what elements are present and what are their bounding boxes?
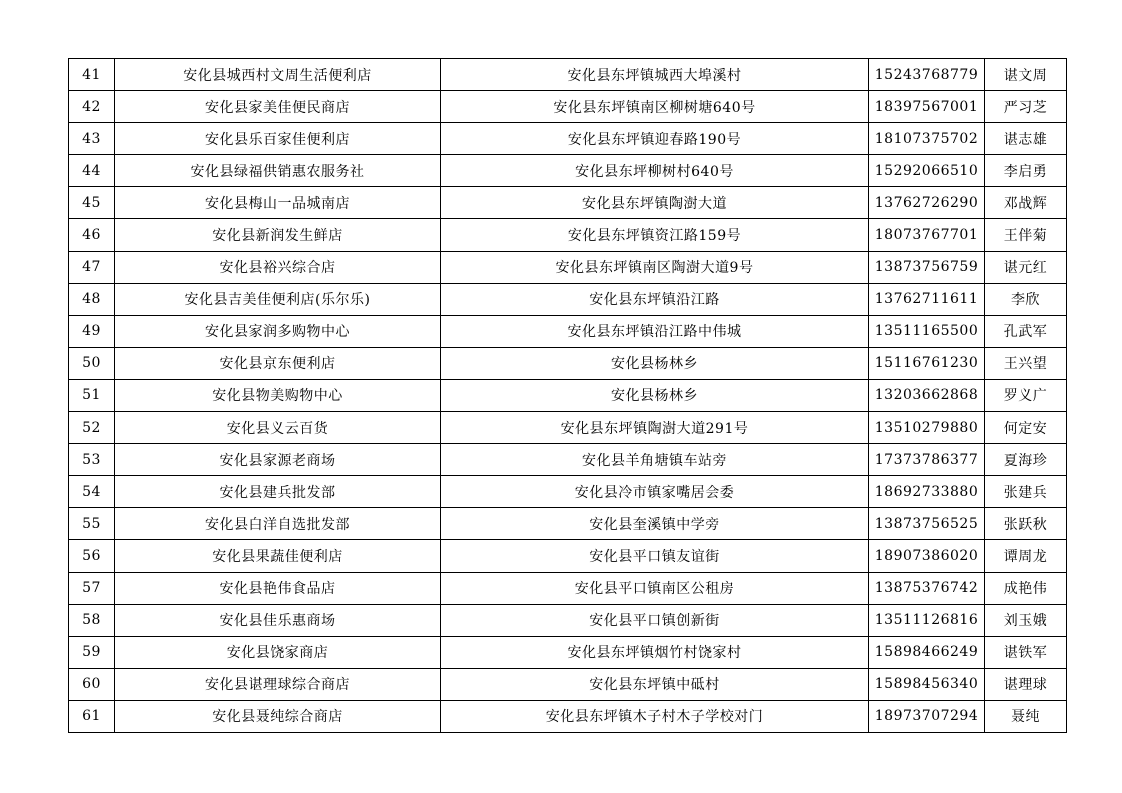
store-name: 安化县裕兴综合店 xyxy=(115,251,441,283)
store-address: 安化县杨林乡 xyxy=(441,347,869,379)
phone-number: 18107375702 xyxy=(869,123,985,155)
contact-person: 谌铁军 xyxy=(985,636,1067,668)
table-row xyxy=(69,219,1067,251)
store-address: 安化县平口镇南区公租房 xyxy=(441,572,869,604)
row-number: 58 xyxy=(69,604,115,636)
phone-number: 15292066510 xyxy=(869,155,985,187)
phone-number: 13511165500 xyxy=(869,315,985,347)
contact-person: 罗义广 xyxy=(985,379,1067,411)
phone-number: 15116761230 xyxy=(869,347,985,379)
phone-number: 13873756759 xyxy=(869,251,985,283)
store-address: 安化县东坪镇烟竹村饶家村 xyxy=(441,636,869,668)
phone-number: 13510279880 xyxy=(869,412,985,444)
row-number: 53 xyxy=(69,444,115,476)
contact-person: 张建兵 xyxy=(985,476,1067,508)
contact-person: 谌文周 xyxy=(985,59,1067,91)
table-row xyxy=(69,283,1067,315)
table-row xyxy=(69,187,1067,219)
store-name: 安化县建兵批发部 xyxy=(115,476,441,508)
phone-number: 13873756525 xyxy=(869,508,985,540)
contact-person: 邓战辉 xyxy=(985,187,1067,219)
row-number: 49 xyxy=(69,315,115,347)
store-name: 安化县果蔬佳便利店 xyxy=(115,540,441,572)
store-address: 安化县东坪镇沿江路中伟城 xyxy=(441,315,869,347)
phone-number: 18073767701 xyxy=(869,219,985,251)
row-number: 52 xyxy=(69,412,115,444)
store-name: 安化县家美佳便民商店 xyxy=(115,91,441,123)
phone-number: 15898466249 xyxy=(869,636,985,668)
table-row xyxy=(69,444,1067,476)
store-address: 安化县东坪镇南区柳树塘640号 xyxy=(441,91,869,123)
contact-person: 何定安 xyxy=(985,412,1067,444)
row-number: 54 xyxy=(69,476,115,508)
store-name: 安化县吉美佳便利店(乐尔乐) xyxy=(115,283,441,315)
store-name: 安化县京东便利店 xyxy=(115,347,441,379)
row-number: 59 xyxy=(69,636,115,668)
table-row xyxy=(69,91,1067,123)
phone-number: 13762711611 xyxy=(869,283,985,315)
store-name: 安化县家源老商场 xyxy=(115,444,441,476)
store-name: 安化县白洋自选批发部 xyxy=(115,508,441,540)
phone-number: 13203662868 xyxy=(869,379,985,411)
store-address: 安化县羊角塘镇车站旁 xyxy=(441,444,869,476)
store-address: 安化县东坪镇木子村木子学校对门 xyxy=(441,700,869,732)
table-row xyxy=(69,123,1067,155)
phone-number: 17373786377 xyxy=(869,444,985,476)
phone-number: 18973707294 xyxy=(869,700,985,732)
store-name: 安化县物美购物中心 xyxy=(115,379,441,411)
table-row xyxy=(69,412,1067,444)
row-number: 47 xyxy=(69,251,115,283)
store-address: 安化县东坪镇南区陶澍大道9号 xyxy=(441,251,869,283)
table-row xyxy=(69,155,1067,187)
row-number: 60 xyxy=(69,668,115,700)
phone-number: 18692733880 xyxy=(869,476,985,508)
table-row xyxy=(69,540,1067,572)
contact-person: 王伴菊 xyxy=(985,219,1067,251)
contact-person: 谌志雄 xyxy=(985,123,1067,155)
row-number: 55 xyxy=(69,508,115,540)
row-number: 43 xyxy=(69,123,115,155)
contact-person: 严习芝 xyxy=(985,91,1067,123)
row-number: 56 xyxy=(69,540,115,572)
row-number: 41 xyxy=(69,59,115,91)
store-name: 安化县佳乐惠商场 xyxy=(115,604,441,636)
table-row xyxy=(69,379,1067,411)
phone-number: 13762726290 xyxy=(869,187,985,219)
store-address: 安化县东坪镇沿江路 xyxy=(441,283,869,315)
contact-person: 谭周龙 xyxy=(985,540,1067,572)
row-number: 61 xyxy=(69,700,115,732)
store-address: 安化县东坪镇陶澍大道 xyxy=(441,187,869,219)
contact-person: 刘玉娥 xyxy=(985,604,1067,636)
contact-person: 张跃秋 xyxy=(985,508,1067,540)
contact-person: 王兴望 xyxy=(985,347,1067,379)
store-address: 安化县东坪柳树村640号 xyxy=(441,155,869,187)
store-address: 安化县冷市镇家嘴居会委 xyxy=(441,476,869,508)
row-number: 44 xyxy=(69,155,115,187)
store-name: 安化县乐百家佳便利店 xyxy=(115,123,441,155)
store-name: 安化县聂纯综合商店 xyxy=(115,700,441,732)
table-row xyxy=(69,572,1067,604)
table-row xyxy=(69,700,1067,732)
store-name: 安化县新润发生鲜店 xyxy=(115,219,441,251)
phone-number: 13511126816 xyxy=(869,604,985,636)
store-name: 安化县绿福供销惠农服务社 xyxy=(115,155,441,187)
row-number: 48 xyxy=(69,283,115,315)
contact-person: 李启勇 xyxy=(985,155,1067,187)
row-number: 51 xyxy=(69,379,115,411)
row-number: 42 xyxy=(69,91,115,123)
contact-person: 谌元红 xyxy=(985,251,1067,283)
store-name: 安化县谌理球综合商店 xyxy=(115,668,441,700)
table-row xyxy=(69,315,1067,347)
phone-number: 15898456340 xyxy=(869,668,985,700)
contact-person: 聂纯 xyxy=(985,700,1067,732)
table-body xyxy=(69,59,1067,733)
phone-number: 18907386020 xyxy=(869,540,985,572)
store-name: 安化县义云百货 xyxy=(115,412,441,444)
phone-number: 13875376742 xyxy=(869,572,985,604)
store-address: 安化县平口镇创新街 xyxy=(441,604,869,636)
store-address: 安化县东坪镇中砥村 xyxy=(441,668,869,700)
store-address: 安化县平口镇友谊街 xyxy=(441,540,869,572)
store-address: 安化县东坪镇城西大埠溪村 xyxy=(441,59,869,91)
store-address: 安化县杨林乡 xyxy=(441,379,869,411)
store-name: 安化县艳伟食品店 xyxy=(115,572,441,604)
table-row xyxy=(69,668,1067,700)
table-row xyxy=(69,347,1067,379)
table-row xyxy=(69,251,1067,283)
table-row xyxy=(69,59,1067,91)
table-row xyxy=(69,508,1067,540)
store-name: 安化县家润多购物中心 xyxy=(115,315,441,347)
table-row xyxy=(69,604,1067,636)
store-name: 安化县城西村文周生活便利店 xyxy=(115,59,441,91)
row-number: 50 xyxy=(69,347,115,379)
row-number: 45 xyxy=(69,187,115,219)
store-address: 安化县东坪镇迎春路190号 xyxy=(441,123,869,155)
contact-person: 谌理球 xyxy=(985,668,1067,700)
row-number: 46 xyxy=(69,219,115,251)
table-row xyxy=(69,636,1067,668)
store-address: 安化县奎溪镇中学旁 xyxy=(441,508,869,540)
store-name: 安化县梅山一品城南店 xyxy=(115,187,441,219)
contact-person: 孔武军 xyxy=(985,315,1067,347)
contact-person: 夏海珍 xyxy=(985,444,1067,476)
contact-person: 成艳伟 xyxy=(985,572,1067,604)
store-address: 安化县东坪镇陶澍大道291号 xyxy=(441,412,869,444)
store-table xyxy=(68,58,1067,733)
table-row xyxy=(69,476,1067,508)
store-name: 安化县饶家商店 xyxy=(115,636,441,668)
contact-person: 李欣 xyxy=(985,283,1067,315)
store-address: 安化县东坪镇资江路159号 xyxy=(441,219,869,251)
row-number: 57 xyxy=(69,572,115,604)
phone-number: 18397567001 xyxy=(869,91,985,123)
phone-number: 15243768779 xyxy=(869,59,985,91)
